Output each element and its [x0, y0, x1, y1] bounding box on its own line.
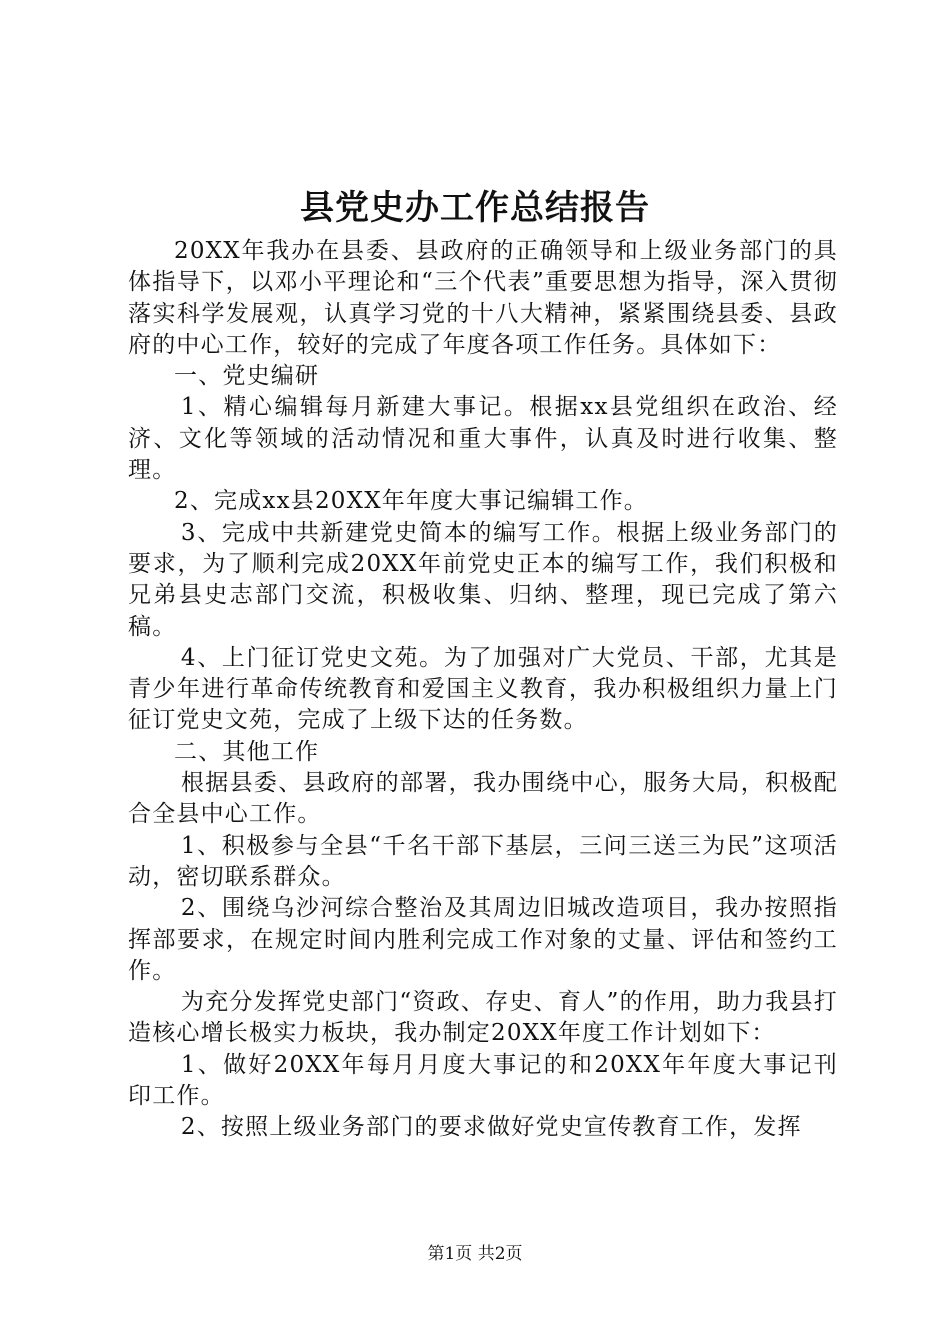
paragraph-item: 1、做好20XX年每月月度大事记的和20XX年年度大事记刊印工作。 [128, 1051, 838, 1110]
paragraph-item: 4、上门征订党史文苑。为了加强对广大党员、干部，尤其是青少年进行革命传统教育和爱国主义教育，我办积极组织力量上门征订党史文苑，完成了上级下达的任务数。 [128, 644, 838, 734]
paragraph-item: 为充分发挥党史部门“资政、存史、育人”的作用，助力我县打造核心增长极实力板块，我办制定20XX年度工作计划如下： [128, 989, 838, 1047]
paragraph-item: 根据县委、县政府的部署，我办围绕中心，服务大局，积极配合全县中心工作。 [128, 770, 838, 828]
paragraph-item: 2、围绕乌沙河综合整治及其周边旧城改造项目，我办按照指挥部要求，在规定时间内胜利完成工作对象的丈量、评估和签约工作。 [128, 895, 838, 984]
paragraph-item: 2、按照上级业务部门的要求做好党史宣传教育工作，发挥 [180, 1114, 802, 1141]
document-body [128, 236, 838, 1144]
paragraph-item: 2、完成xx县20XX年年度大事记编辑工作。 [174, 488, 648, 515]
section-heading-1: 一、党史编研 [174, 363, 320, 390]
page-footer: 第1页 共2页 [427, 1244, 523, 1264]
document-title: 县党史办工作总结报告 [300, 188, 650, 228]
section-heading-2: 二、其他工作 [174, 738, 320, 765]
paragraph-item: 1、积极参与全县“千名干部下基层，三问三送三为民”这项活动，密切联系群众。 [128, 832, 838, 890]
paragraph-item: 1、精心编辑每月新建大事记。根据xx县党组织在政治、经济、文化等领域的活动情况和重大事件，认真及时进行收集、整理。 [128, 394, 838, 484]
paragraph-item: 3、完成中共新建党史简本的编写工作。根据上级业务部门的要求，为了顺利完成20XX年前党史正本的编写工作，我们积极和兄弟县史志部门交流，积极收集、归纳、整理，现已完成了第六稿。 [128, 519, 838, 640]
paragraph-intro: 20XX年我办在县委、县政府的正确领导和上级业务部门的具体指导下，以邓小平理论和“三个代表”重要思想为指导，深入贯彻落实科学发展观，认真学习党的十八大精神，紧紧围绕县委、县政府的中心工作，较好的完成了年度各项工作任务。具体如下： [128, 238, 838, 358]
